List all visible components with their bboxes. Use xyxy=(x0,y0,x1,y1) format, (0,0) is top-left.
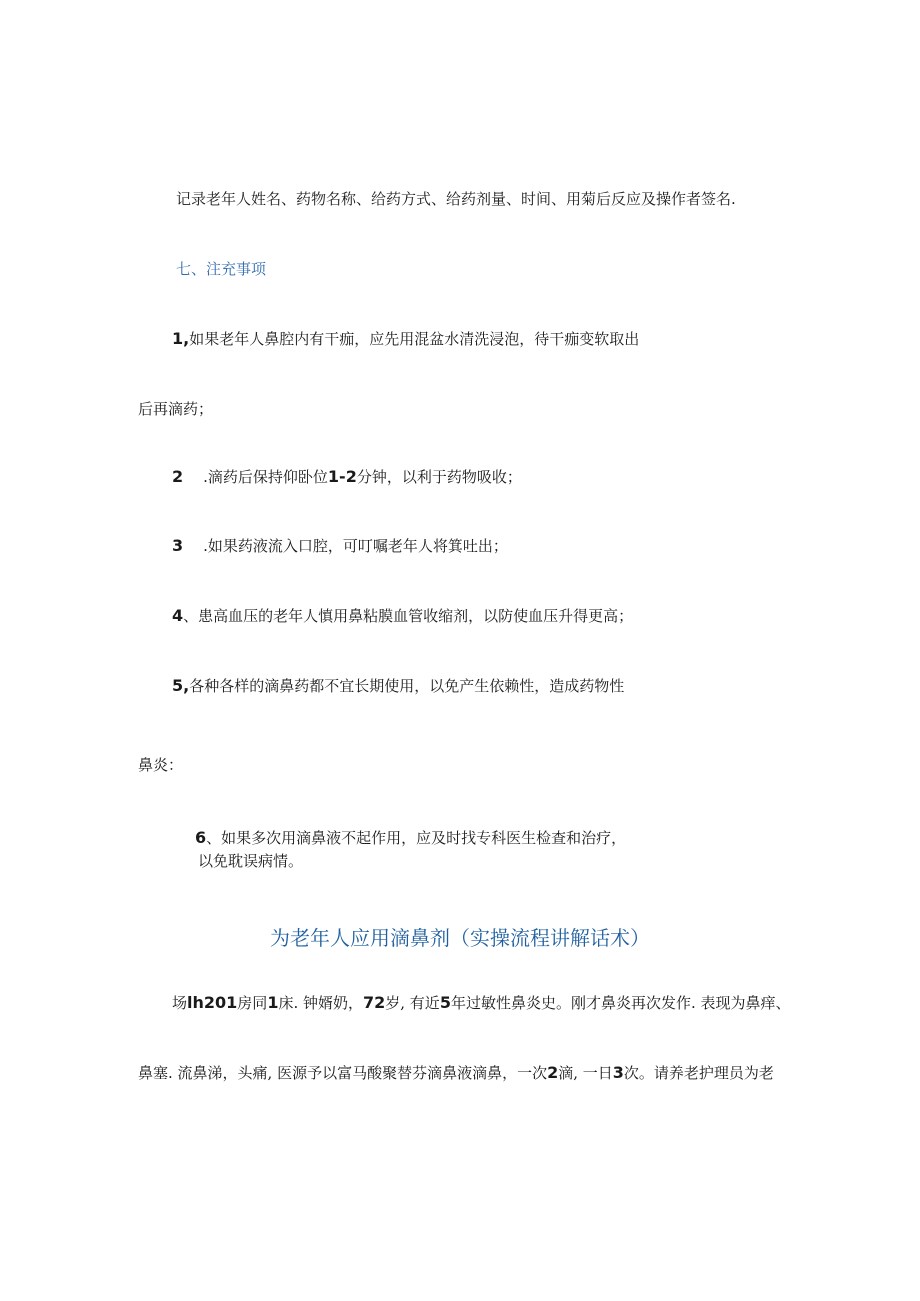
case-text: 岁, 有近 xyxy=(385,994,440,1012)
item-number: 6 xyxy=(195,828,207,847)
item-text: 、患高血压的老年人慎用鼻粘膜血管收缩剂，以防使血压升得更高； xyxy=(183,607,634,625)
list-item-continuation: 鼻炎： xyxy=(138,756,184,774)
item-text: 如果老年人鼻腔内有干痂，应先用混盆水清洗浸泡，待干痂变软取出 xyxy=(189,330,640,348)
document-title: 为老年人应用滴鼻剂（实操流程讲解话术） xyxy=(270,926,650,950)
case-years: 5 xyxy=(439,993,451,1012)
item-text-b: 分钟，以利于药物吸收； xyxy=(356,468,522,486)
section-heading: 七、注充事项 xyxy=(176,260,267,278)
list-item xyxy=(172,467,522,487)
case-paragraph-line xyxy=(172,993,791,1013)
case-times: 3 xyxy=(612,1063,624,1082)
item-range: 1-2 xyxy=(327,467,357,486)
case-text: 场 xyxy=(172,994,188,1012)
case-text: 房同 xyxy=(237,994,268,1012)
item-text: .如果药液流入口腔，可叮嘱老年人将箕吐出； xyxy=(203,537,508,555)
case-text: 床. 钟婿奶， xyxy=(278,994,363,1012)
item-number: 3 xyxy=(172,536,184,555)
item-number: 5, xyxy=(172,676,190,695)
record-paragraph: 记录老年人姓名、药物名称、给药方式、给药剂量、时间、用菊后反应及操作者签名. xyxy=(176,190,736,208)
case-room: lh201 xyxy=(187,993,238,1012)
item-number: 2 xyxy=(172,467,184,486)
list-item xyxy=(172,606,633,626)
case-drops: 2 xyxy=(547,1063,559,1082)
case-text: 次。请养老护理员为老 xyxy=(623,1064,774,1082)
item-text: 各种各样的滴鼻药都不宜长期使用，以免产生依赖性，造成药物性 xyxy=(189,677,625,695)
case-bed: 1 xyxy=(267,993,279,1012)
case-age: 72 xyxy=(363,993,386,1012)
list-item xyxy=(195,828,626,848)
case-text: 鼻塞. 流鼻涕，头痛, 医源予以富马酸聚替芬滴鼻液滴鼻，一次 xyxy=(138,1064,548,1082)
list-item-continuation: 以免耽误病情。 xyxy=(198,852,304,870)
item-text: 、如果多次用滴鼻液不起作用，应及时找专科医生检查和治疗， xyxy=(206,829,627,847)
list-item xyxy=(172,536,508,556)
item-number: 4 xyxy=(172,606,184,625)
case-paragraph-line xyxy=(138,1063,774,1083)
item-text: .滴药后保持仰卧位 xyxy=(203,468,328,486)
case-text: 滴, 一日 xyxy=(558,1064,613,1082)
case-text: 年过敏性鼻炎史。刚才鼻炎再次发作. 表现为鼻痒、 xyxy=(450,994,791,1012)
item-number: 1, xyxy=(172,329,190,348)
list-item-continuation: 后再滴药； xyxy=(138,400,214,418)
list-item xyxy=(172,676,624,696)
list-item xyxy=(172,329,639,349)
